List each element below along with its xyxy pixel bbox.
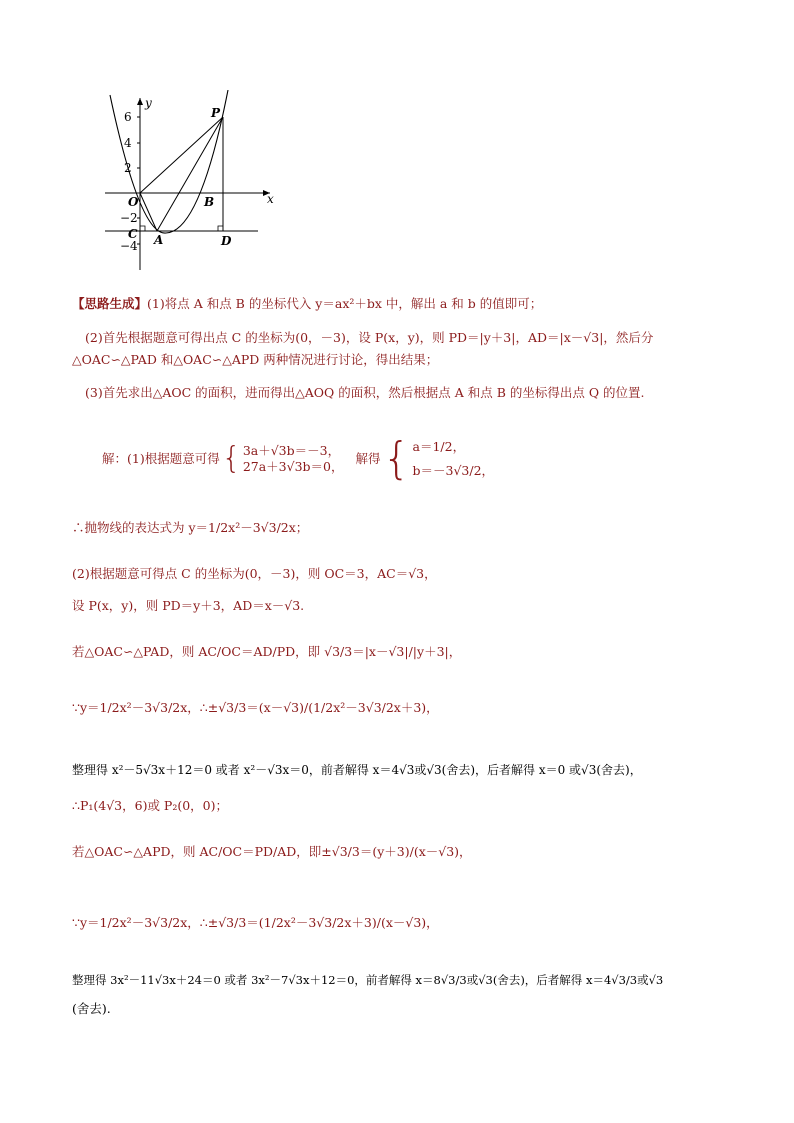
point-b-label: B [204,195,215,209]
segment-oa [140,193,157,231]
point-a-label: A [154,233,164,247]
solution-s6: ∵y＝1/2x²－3√3/2x，∴±√3/3＝(x－√3)/(1/2x²－3√3/2x＋3)， [72,700,439,715]
solution-s5: 若△OAC∽△PAD，则 AC/OC＝AD/PD，即 √3/3＝|x－√3|/|y＋3|， [72,644,462,659]
hint-tag: 【思路生成】 [72,296,148,311]
hint-p3: (3)首先求出△AOC 的面积，进而得出△AOQ 的面积，然后根据点 A 和点 B 的坐标得出点 Q 的位置. [85,385,645,400]
left-brace-icon: { [382,432,411,484]
solution-s7: 整理得 x²－5√3x＋12＝0 或者 x²－√3x＝0，前者解得 x＝4√3或√3(舍去)，后者解得 x＝0 或√3(舍去)， [72,763,642,777]
solution-s3: (2)根据题意可得点 C 的坐标为(0，－3)，则 OC＝3，AC＝√3， [72,566,437,581]
point-p-label: P [211,106,221,120]
parabola-figure [100,90,400,270]
s1-lead: 解：(1)根据题意可得 [102,450,220,466]
s1-mid: 解得 [355,450,381,466]
solution-s10: ∵y＝1/2x²－3√3/2x，∴±√3/3＝(1/2x²－3√3/2x＋3)/(x－√3)， [72,915,439,930]
hint-p2a: (2)首先根据题意可得出点 C 的坐标为(0，－3)，设 P(x，y)，则 PD＝|y＋3|，AD＝|x－√3|，然后分 [85,330,654,345]
hint-p2b: △OAC∽△PAD 和△OAC∽△APD 两种情况进行讨论，得出结果； [72,352,439,367]
hint-line-1 [72,298,542,311]
segment-po [140,117,223,193]
solution-s12: (舍去). [72,1001,111,1016]
point-d-label: D [221,234,232,248]
solution-s11: 整理得 3x²－11√3x＋24＝0 或者 3x²－7√3x＋12＝0，前者解得 x＝8√3/3或√3(舍去)，后者解得 x＝4√3/3或√3 [72,973,664,987]
x-axis-label: x [267,192,274,206]
solution-s8: ∴P₁(4√3，6)或 P₂(0，0)； [72,798,229,813]
left-brace-icon: { [221,440,241,476]
y-axis-label: y [145,96,152,110]
s1-eq2: 27a＋3√3b＝0， [242,458,344,474]
solution-s2: ∴抛物线的表达式为 y＝1/2x²－3√3/2x； [72,520,309,535]
tick-6: 6 [124,110,132,124]
tick-minus-2: −2 [120,211,138,225]
tick-minus-4: −4 [120,239,138,253]
hint-p1: (1)将点 A 和点 B 的坐标代入 y＝ax²＋bx 中，解出 a 和 b 的值即可； [147,296,543,311]
s1-b: b＝－3√3/2， [412,462,495,478]
solution-s9: 若△OAC∽△APD，则 AC/OC＝PD/AD，即±√3/3＝(y＋3)/(x－√3)， [72,844,472,859]
tick-2: 2 [124,161,132,175]
solution-s4: 设 P(x，y)，则 PD＝y＋3，AD＝x－√3. [72,598,305,613]
solution-line-1 [102,432,495,484]
s1-a: a＝1/2， [412,439,466,454]
s1-eq1: 3a＋√3b＝－3， [242,443,341,459]
tick-4: 4 [124,136,132,150]
point-c-label: C [128,227,138,241]
origin-label: O [128,195,139,209]
